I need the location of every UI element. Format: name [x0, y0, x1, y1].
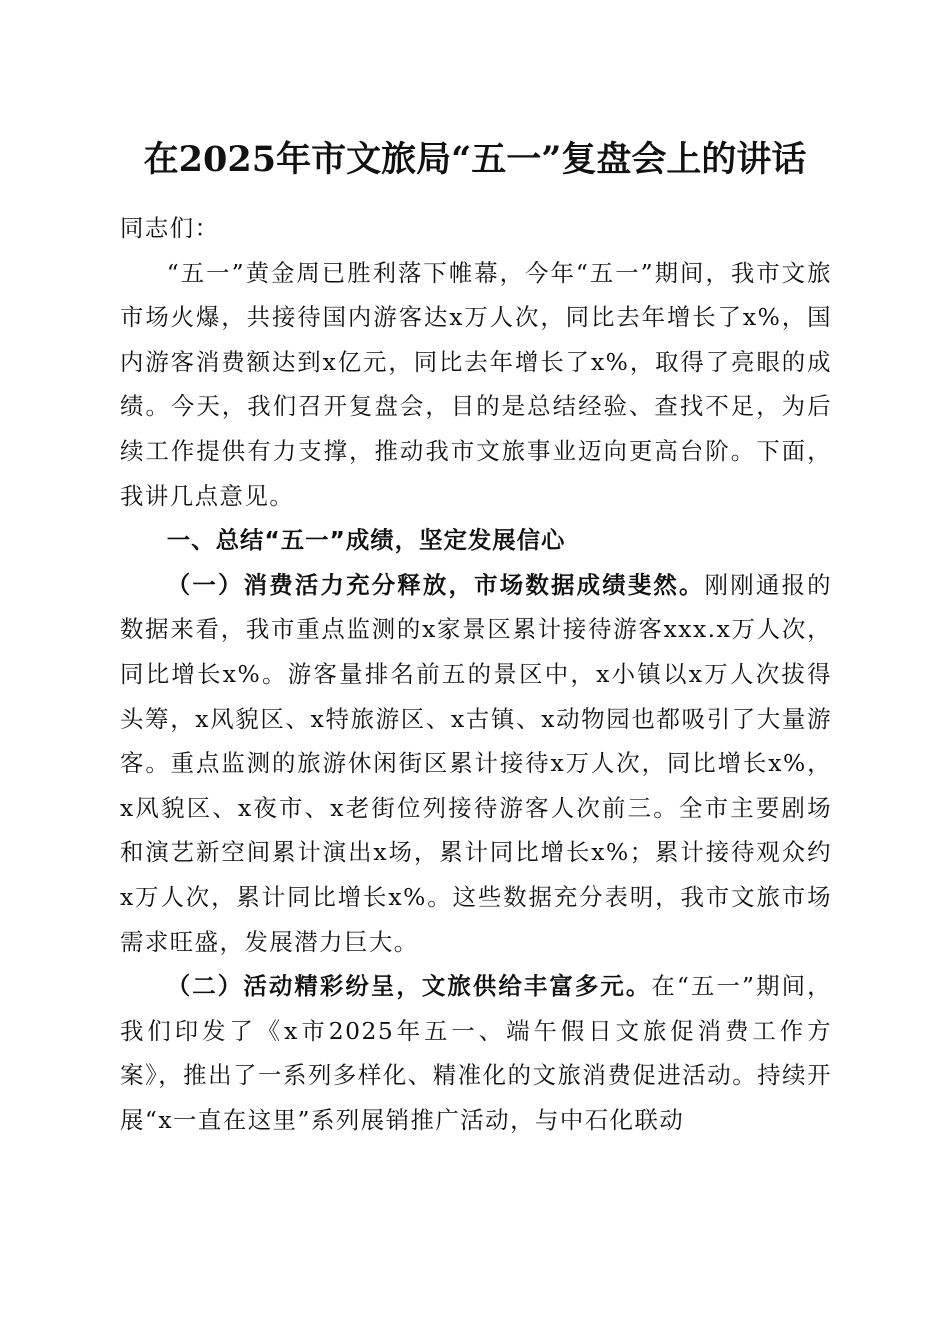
- subsection-body-1: 刚刚通报的数据来看，我市重点监测的x家景区累计接待游客xxx.x万人次，同比增长x%。游客量排名前五的景区中，x小镇以x万人次拔得头筹，x风貌区、x特旅游区、x古镇、x动物园也都吸引了大量游客。重点监测的旅游休闲街区累计接待x万人次，同比增长x%，x风貌区、x夜市、x老街位列接待游客人次前三。全市主要剧场和演艺新空间累计演出x场，累计同比增长x%；累计接待观众约x万人次，累计同比增长x%。这些数据充分表明，我市文旅市场需求旺盛，发展潜力巨大。: [120, 570, 833, 956]
- salutation: 同志们：: [120, 214, 220, 242]
- intro-paragraph: “五一”黄金周已胜利落下帷幕，今年“五一”期间，我市文旅市场火爆，共接待国内游客达x万人次，同比去年增长了x%，国内游客消费额达到x亿元，同比去年增长了x%，取得了亮眼的成绩。今天，我们召开复盘会，目的是总结经验、查找不足，为后续工作提供有力支撑，推动我市文旅事业迈向更高台阶。下面，我讲几点意见。: [120, 258, 832, 510]
- section-heading-1: 一、总结“五一”成绩，坚定发展信心: [166, 526, 566, 555]
- document-body: [120, 206, 832, 1142]
- document-title: 在2025年市文旅局“五一”复盘会上的讲话: [143, 139, 807, 180]
- subsection-heading-2: （二）活动精彩纷呈，文旅供给丰富多元。: [166, 972, 652, 1001]
- subsection-paragraph-1: [120, 563, 832, 964]
- subsection-heading-1: （一）消费活力充分释放，市场数据成绩斐然。: [166, 570, 705, 599]
- subsection-paragraph-2: [120, 964, 832, 1142]
- subsection-body-2: 在“五一”期间，我们印发了《x市2025年五一、端午假日文旅促消费工作方案》，推出了一系列多样化、精准化的文旅消费促进活动。持续开展“x一直在这里”系列展销推广活动，与中石化联动: [120, 972, 832, 1134]
